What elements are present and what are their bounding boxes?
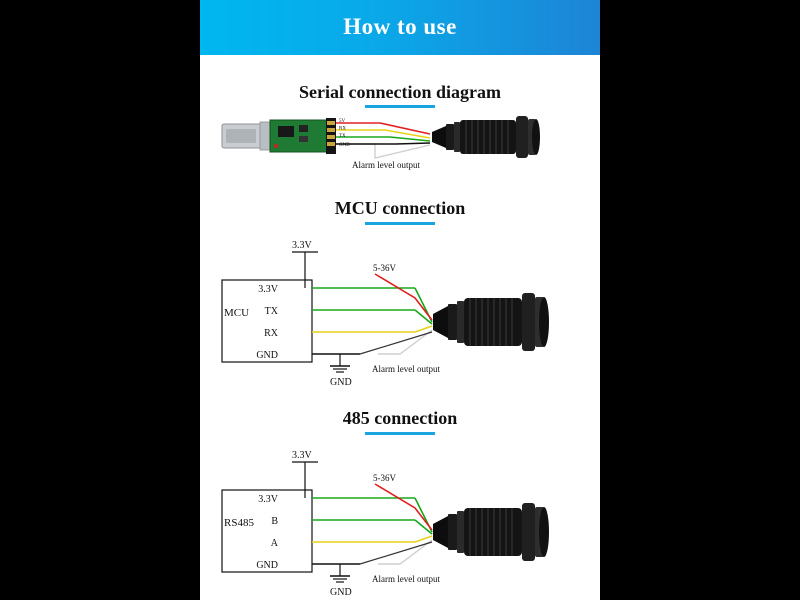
section-title-serial: Serial connection diagram: [299, 82, 501, 102]
pin-label-b: B: [271, 516, 278, 527]
annotation-alarm-output-serial: Alarm level output: [352, 160, 420, 170]
module-label-rs485: RS485: [224, 517, 254, 529]
module-label-mcu: MCU: [224, 307, 250, 319]
header-banner: [200, 0, 600, 55]
pin-label-tx: TX: [339, 134, 346, 139]
sensor-mcu: [433, 293, 549, 351]
section-underline-mcu: [365, 222, 435, 225]
diagram-serial: [200, 112, 600, 192]
diagram-485: [200, 448, 600, 600]
supply-label-3v3-485: 3.3V: [292, 450, 312, 461]
pin-label-3v3: 3.3V: [258, 284, 278, 295]
pin-label-a: A: [270, 538, 278, 549]
pin-label-rx: RX: [264, 328, 278, 339]
pin-label-rx: RX: [339, 126, 346, 132]
diagram-mcu: [200, 238, 600, 398]
section-underline-serial: [365, 105, 435, 108]
pin-label-3v3: 3.3V: [258, 494, 278, 505]
sensor-serial: [432, 116, 540, 158]
section-title-485: 485 connection: [342, 408, 458, 428]
section-title-mcu: MCU connection: [334, 198, 466, 218]
power-label-5-36v-mcu: 5-36V: [373, 263, 396, 273]
supply-label-3v3-mcu: 3.3V: [292, 240, 312, 251]
section-underline-485: [365, 432, 435, 435]
ground-label-mcu: GND: [330, 377, 352, 388]
sensor-485: [433, 503, 549, 561]
pin-label-gnd: GND: [256, 560, 278, 571]
pin-label-tx: TX: [264, 306, 278, 317]
power-label-5-36v-485: 5-36V: [373, 473, 396, 483]
page-title: How to use: [343, 14, 457, 39]
ground-label-485: GND: [330, 587, 352, 598]
pin-label-5v: 5V: [339, 119, 346, 124]
annotation-alarm-output-485: Alarm level output: [372, 574, 440, 584]
annotation-alarm-output-mcu: Alarm level output: [372, 364, 440, 374]
content-sheet: [200, 0, 600, 600]
pin-label-gnd: GND: [256, 350, 278, 361]
pin-label-gnd: GND: [339, 143, 350, 148]
